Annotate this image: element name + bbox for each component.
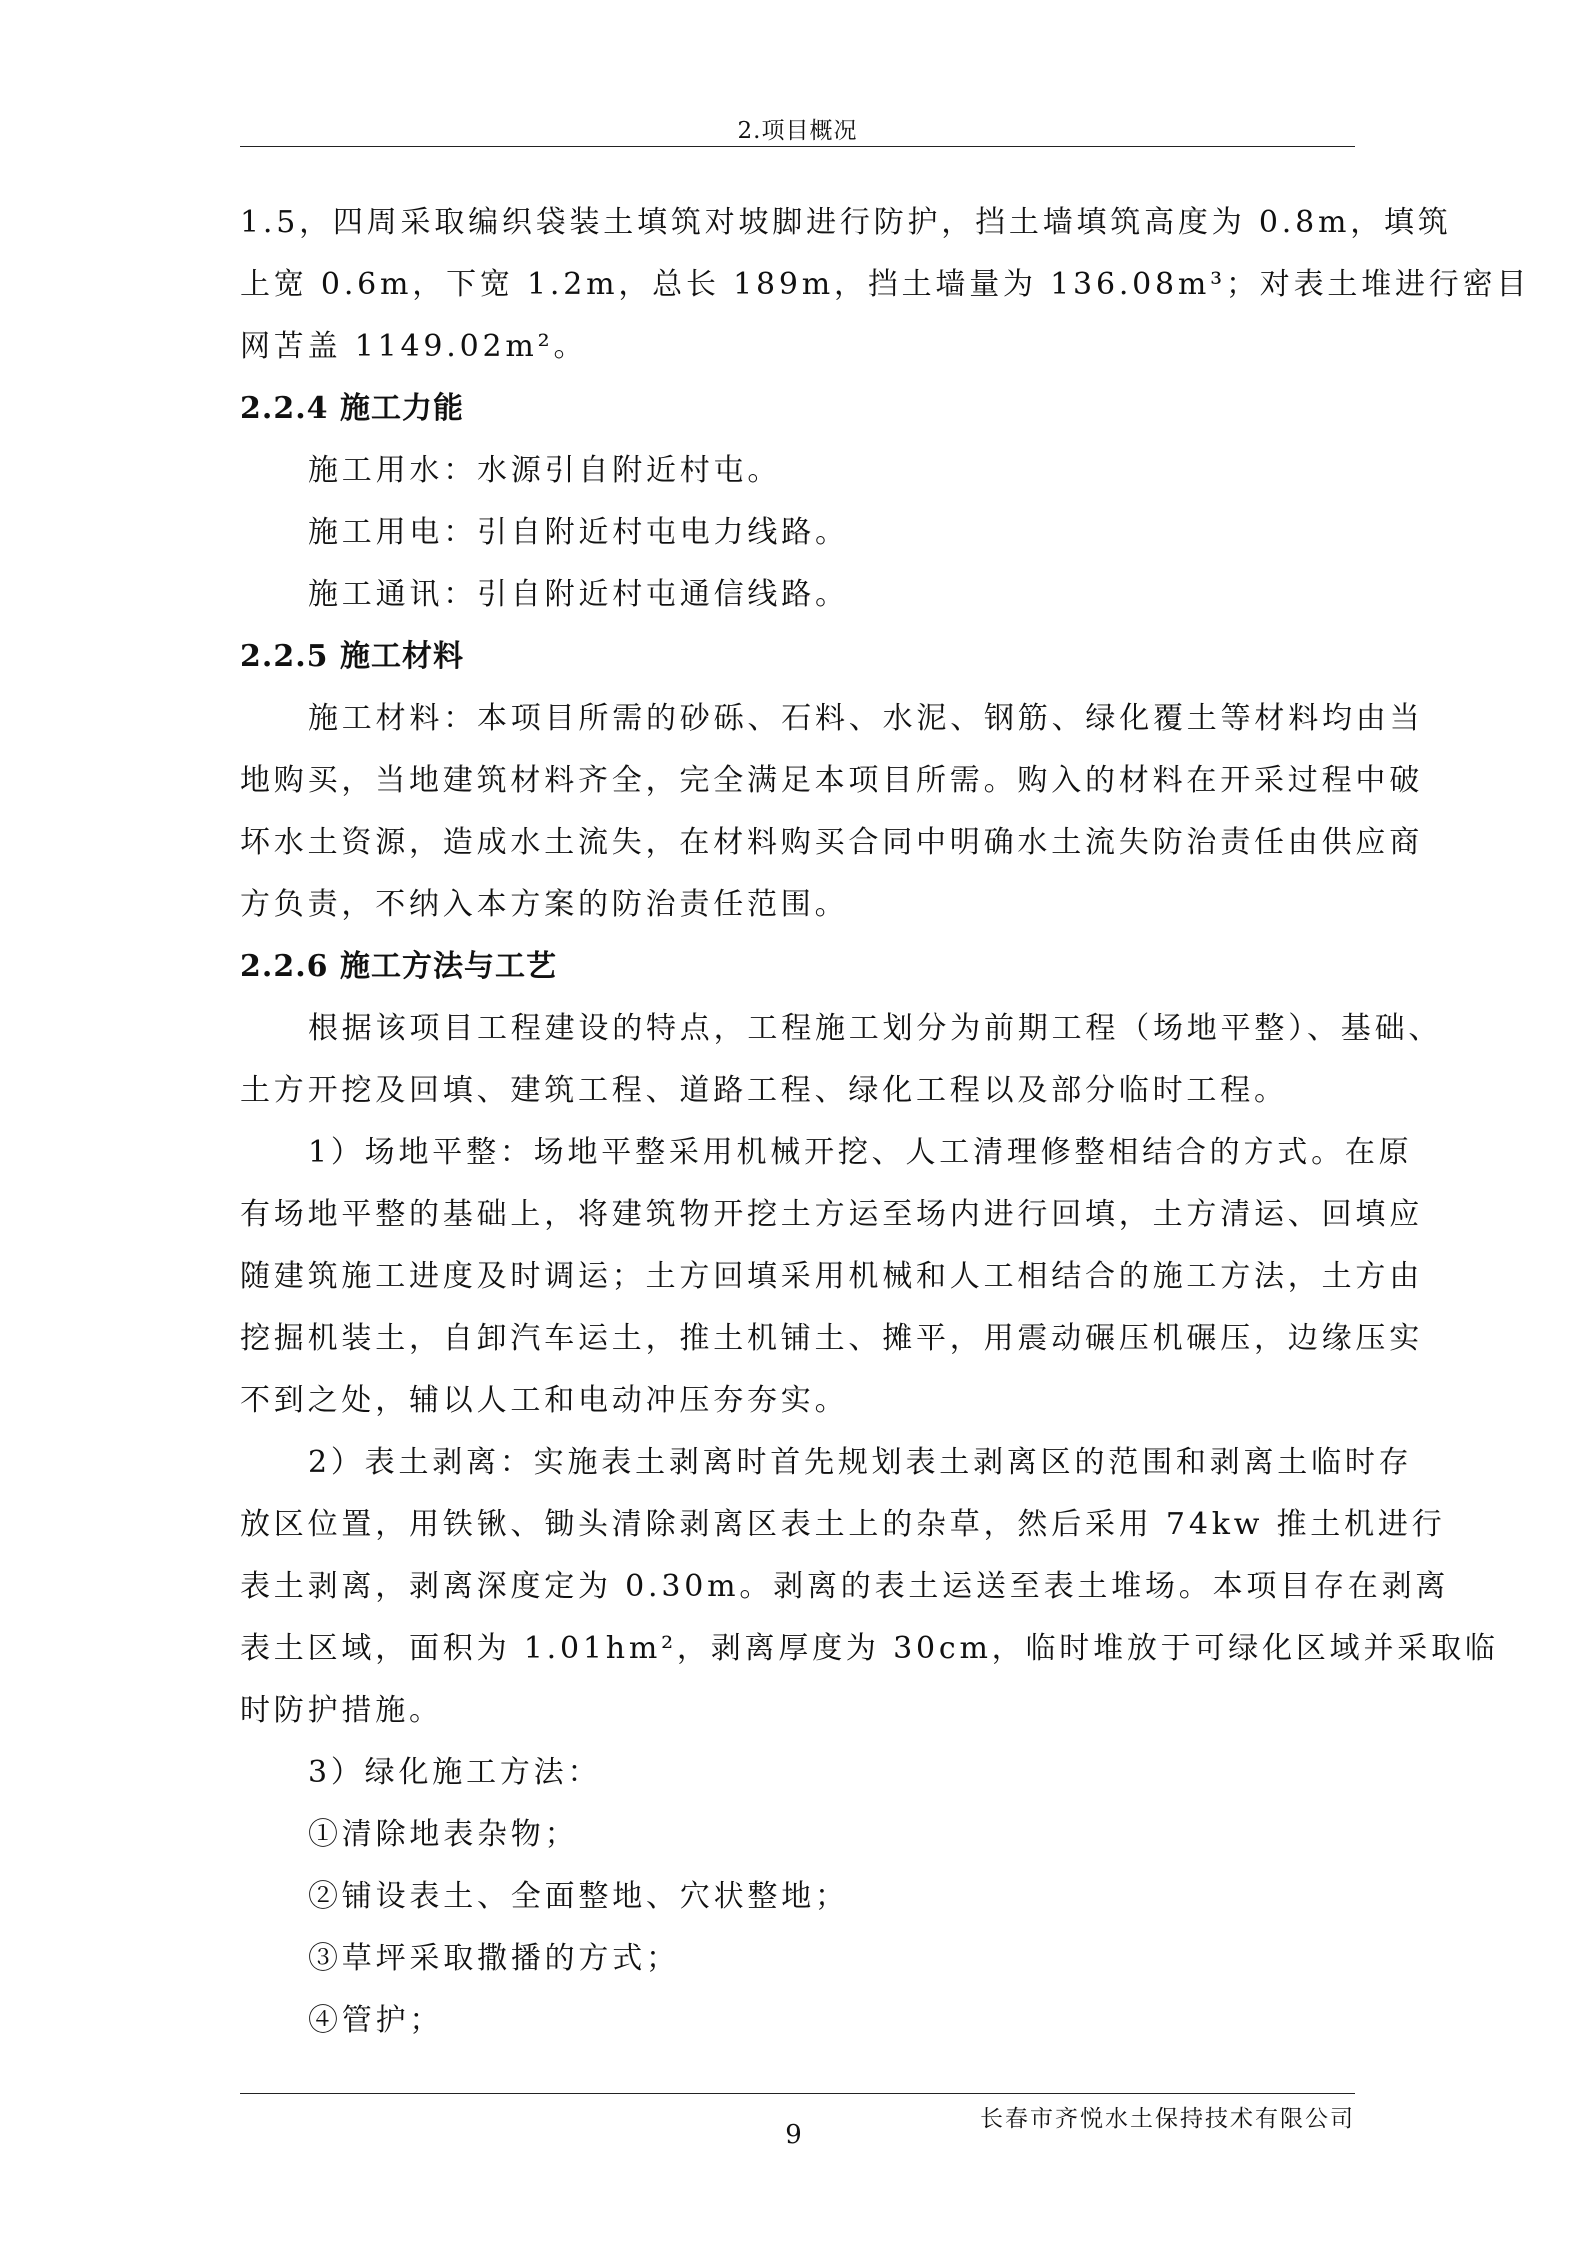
body-line: 坏水土资源，造成水土流失，在材料购买合同中明确水土流失防治责任由供应商 (240, 825, 1423, 860)
body-line: 2）表土剥离：实施表土剥离时首先规划表土剥离区的范围和剥离土临时存 (308, 1445, 1413, 1480)
body-line: 表土区域，面积为 1.01hm²，剥离厚度为 30cm，临时堆放于可绿化区域并采取临 (240, 1631, 1499, 1666)
body-line: 表土剥离，剥离深度定为 0.30m。剥离的表土运送至表土堆场。本项目存在剥离 (240, 1569, 1450, 1604)
body-line: 施工用电：引自附近村屯电力线路。 (308, 515, 849, 550)
body-line: 时防护措施。 (240, 1693, 443, 1728)
body-line: 方负责，不纳入本方案的防治责任范围。 (240, 887, 849, 922)
body-line: 1.5，四周采取编织袋装土填筑对坡脚进行防护，挡土墙填筑高度为 0.8m，填筑 (240, 205, 1452, 240)
section-heading-2-2-4: 2.2.4 施工力能 (240, 391, 464, 426)
list-item: ④管护； (308, 2003, 444, 2038)
body-line: 施工材料：本项目所需的砂砾、石料、水泥、钢筋、绿化覆土等材料均由当 (308, 701, 1424, 736)
footer-company-name: 长春市齐悦水土保持技术有限公司 (980, 2106, 1355, 2132)
document-body (240, 192, 1531, 2052)
body-line: 不到之处，辅以人工和电动冲压夯夯实。 (240, 1383, 849, 1418)
page-number: 9 (785, 2120, 802, 2150)
body-line: 有场地平整的基础上，将建筑物开挖土方运至场内进行回填，土方清运、回填应 (240, 1197, 1423, 1232)
body-line: 随建筑施工进度及时调运；土方回填采用机械和人工相结合的施工方法，土方由 (240, 1259, 1423, 1294)
body-line: 地购买，当地建筑材料齐全，完全满足本项目所需。购入的材料在开采过程中破 (240, 763, 1423, 798)
section-heading-2-2-6: 2.2.6 施工方法与工艺 (240, 949, 557, 984)
body-line: 根据该项目工程建设的特点，工程施工划分为前期工程（场地平整）、基础、 (308, 1011, 1443, 1046)
header-divider (240, 146, 1355, 147)
body-line: 挖掘机装土，自卸汽车运土，推土机铺土、摊平，用震动碾压机碾压，边缘压实 (240, 1321, 1423, 1356)
body-line: 网苫盖 1149.02m²。 (240, 329, 588, 364)
section-heading-2-2-5: 2.2.5 施工材料 (240, 639, 464, 674)
page-header-title: 2.项目概况 (737, 118, 858, 144)
body-line: 放区位置，用铁锹、锄头清除剥离区表土上的杂草，然后采用 74kw 推土机进行 (240, 1507, 1446, 1542)
list-item: ②铺设表土、全面整地、穴状整地； (308, 1879, 849, 1914)
body-line: 上宽 0.6m，下宽 1.2m，总长 189m，挡土墙量为 136.08m³；对表土堆进行密目 (240, 267, 1531, 302)
body-line: 1）场地平整：场地平整采用机械开挖、人工清理修整相结合的方式。在原 (308, 1135, 1413, 1170)
list-item: ①清除地表杂物； (308, 1817, 579, 1852)
body-line: 施工通讯：引自附近村屯通信线路。 (308, 577, 849, 612)
body-line: 土方开挖及回填、建筑工程、道路工程、绿化工程以及部分临时工程。 (240, 1073, 1288, 1108)
list-item: ③草坪采取撒播的方式； (308, 1941, 680, 1976)
body-line: 3）绿化施工方法： (308, 1755, 602, 1790)
body-line: 施工用水：水源引自附近村屯。 (308, 453, 782, 488)
footer-divider (240, 2093, 1355, 2094)
